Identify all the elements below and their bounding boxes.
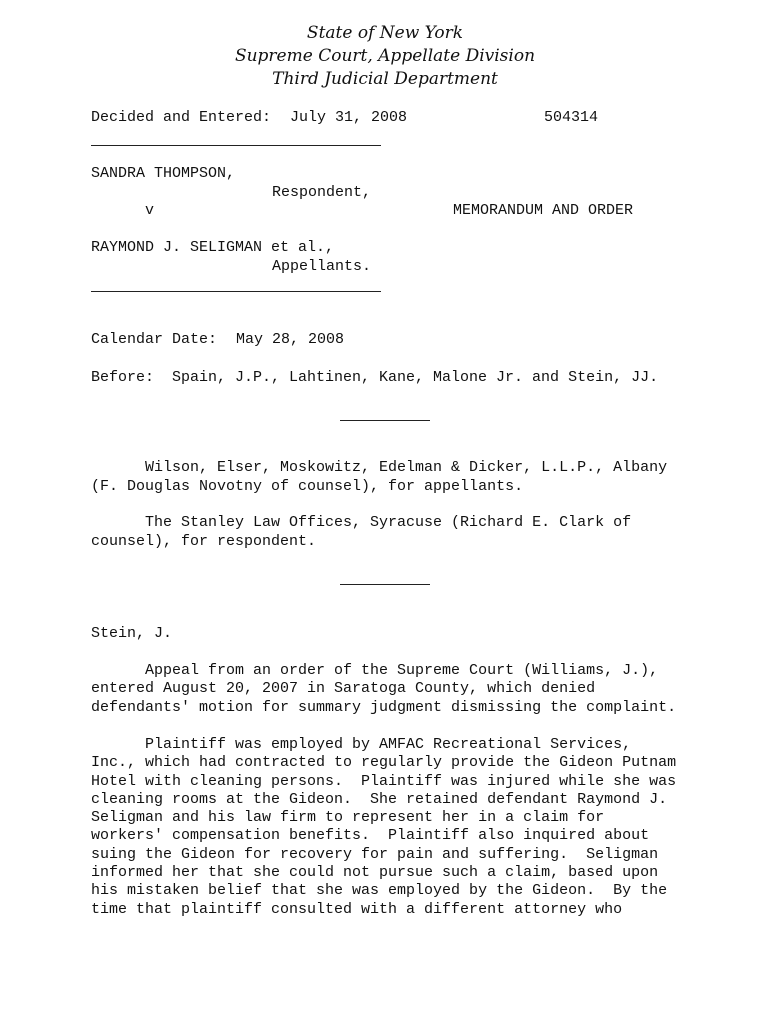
paragraph-line: Seligman and his law firm to represent her in a claim for xyxy=(91,809,605,827)
paragraph-line: cleaning rooms at the Gideon. She retained defendant Raymond J. xyxy=(91,790,668,808)
before-label: Before: xyxy=(91,369,155,386)
counsel-respondent-line1: The Stanley Law Offices, Syracuse (Richard E. Clark of xyxy=(91,514,632,531)
court-header-state: State of New York xyxy=(306,23,464,43)
counsel-appellants-line1: Wilson, Elser, Moskowitz, Edelman & Dicker, L.L.P., Albany xyxy=(91,459,668,476)
caption-top-rule xyxy=(91,145,381,146)
body-paragraph xyxy=(91,662,676,717)
section-divider xyxy=(340,584,430,585)
paragraph-line: time that plaintiff consulted with a different attorney who xyxy=(91,900,623,918)
paragraph-line: his mistaken belief that she was employed by the Gideon. By the xyxy=(91,882,668,900)
paragraph-line: Hotel with cleaning persons. Plaintiff was injured while she was xyxy=(91,772,677,790)
paragraph-line: Plaintiff was employed by AMFAC Recreational Services, xyxy=(91,736,632,753)
versus-label: v xyxy=(145,202,155,219)
counsel-respondent-line2: counsel), for respondent. xyxy=(91,533,317,550)
body-paragraph xyxy=(91,736,676,919)
calendar-date-label: Calendar Date: xyxy=(91,331,218,348)
opinion-author: Stein, J. xyxy=(91,625,173,642)
plaintiff-name: SANDRA THOMPSON, xyxy=(91,165,236,182)
paragraph-line: informed her that she could not pursue such a claim, based upon xyxy=(91,864,659,882)
calendar-date: May 28, 2008 xyxy=(236,331,345,348)
defendant-name: RAYMOND J. SELIGMAN et al., xyxy=(91,239,335,256)
caption-bottom-rule xyxy=(91,291,381,292)
paragraph-line: entered August 20, 2007 in Saratoga County, which denied xyxy=(91,680,596,698)
counsel-appellants-line2: (F. Douglas Novotny of counsel), for appellants. xyxy=(91,478,524,495)
decided-label: Decided and Entered: xyxy=(91,109,272,126)
court-header-department: Third Judicial Department xyxy=(272,69,498,89)
case-number: 504314 xyxy=(544,109,599,126)
court-header xyxy=(0,22,770,91)
order-type: MEMORANDUM AND ORDER xyxy=(453,202,634,219)
paragraph-line: defendants' motion for summary judgment dismissing the complaint. xyxy=(91,698,677,716)
court-header-court: Supreme Court, Appellate Division xyxy=(234,46,536,66)
paragraph-line: Inc., which had contracted to regularly provide the Gideon Putnam xyxy=(91,754,677,772)
defendant-role: Appellants. xyxy=(272,258,372,275)
decided-date: July 31, 2008 xyxy=(290,109,408,126)
paragraph-line: suing the Gideon for recovery for pain and suffering. Seligman xyxy=(91,845,659,863)
paragraph-line: workers' compensation benefits. Plaintiff also inquired about xyxy=(91,827,650,845)
plaintiff-role: Respondent, xyxy=(272,184,372,201)
before-judges: Spain, J.P., Lahtinen, Kane, Malone Jr. and Stein, JJ. xyxy=(172,369,659,386)
section-divider xyxy=(340,420,430,421)
paragraph-line: Appeal from an order of the Supreme Court (Williams, J.), xyxy=(91,662,659,679)
